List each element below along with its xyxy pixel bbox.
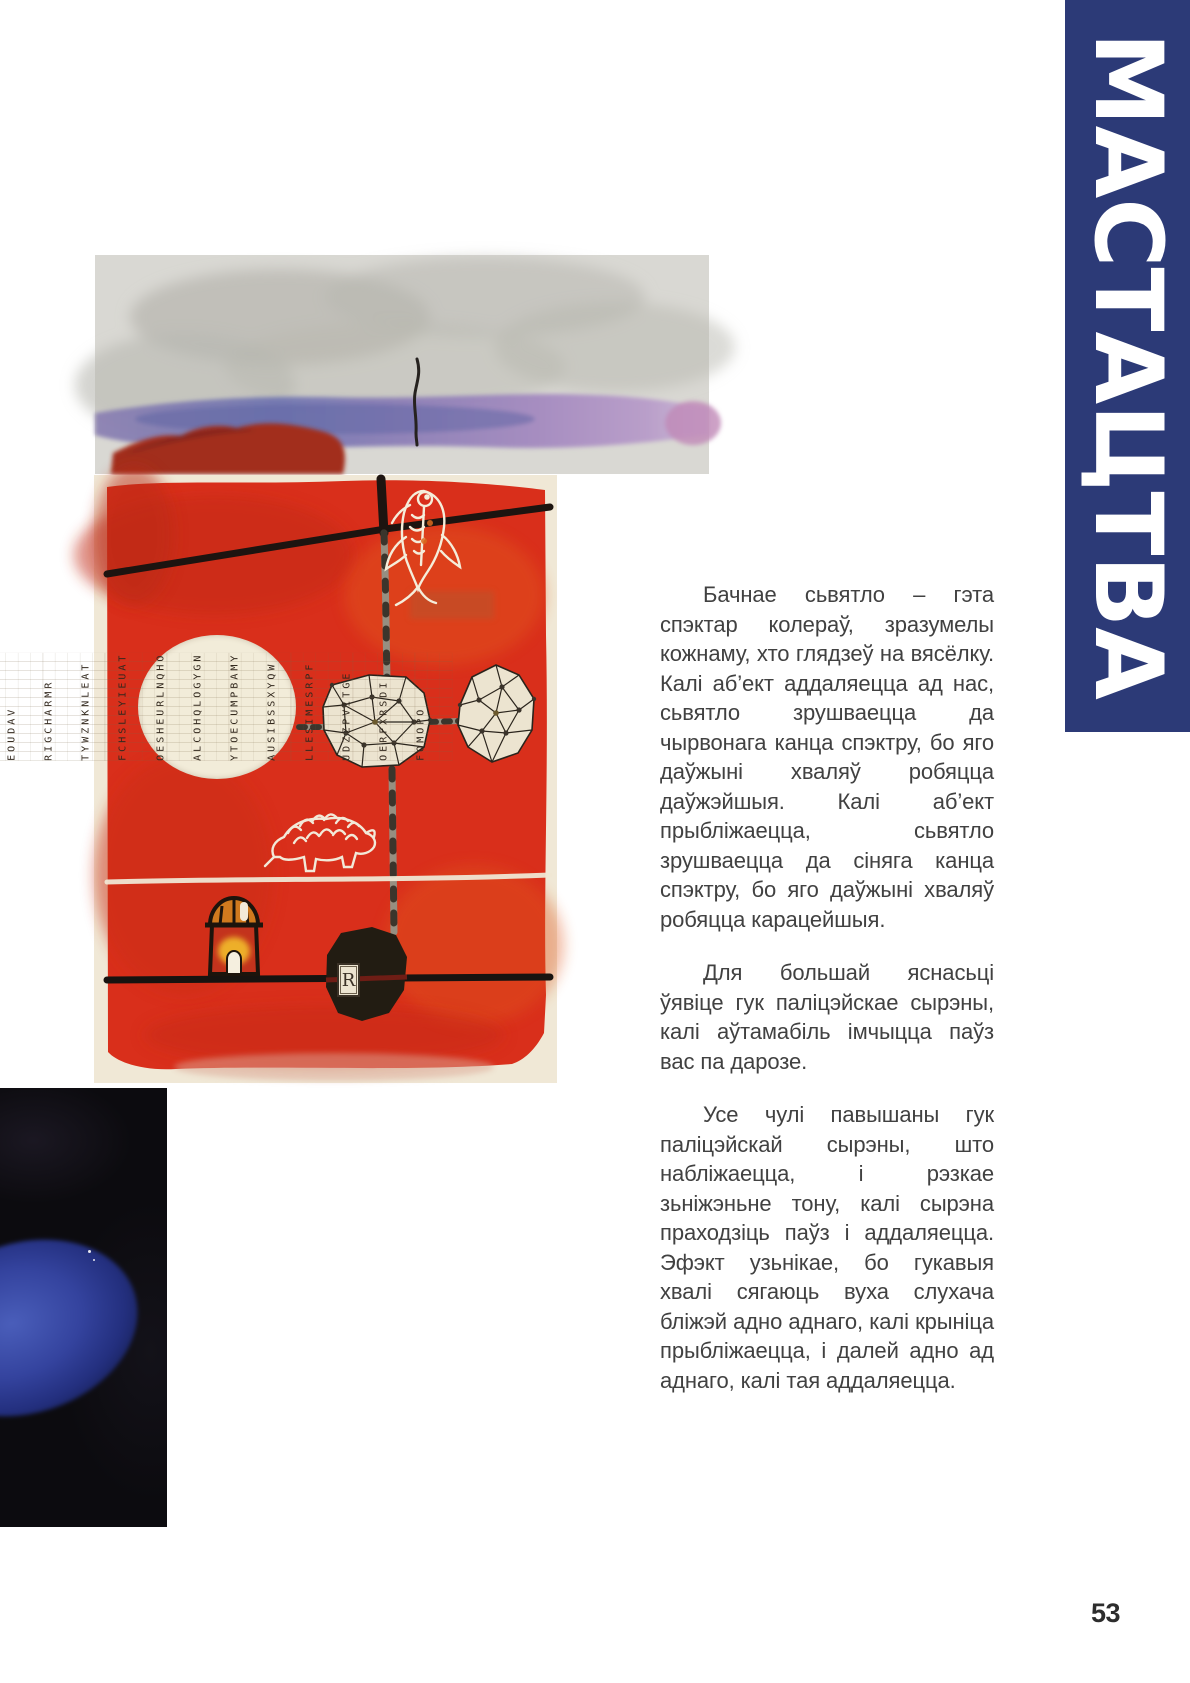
lighthouse-drawing [205, 898, 263, 974]
artwork-red-composition [6, 475, 557, 1083]
letter-row: FCHSLEYIEUAT [117, 652, 129, 762]
letter-row: UDZZPVITGE [341, 670, 353, 762]
white-speck [93, 1259, 95, 1261]
stamp [337, 963, 360, 997]
letter-circle [6, 635, 427, 779]
letter-row: OESHEURLNQHO [154, 652, 166, 762]
letter-grid [0, 653, 453, 761]
section-banner [1065, 0, 1190, 732]
letter-row: EOUDAV [6, 707, 18, 762]
paragraph: Усе чулі павышаны гук паліцэйскай сырэны, што набліжаецца, і рэзкае зьніжэньне тону, калі сырэна праходзіць паўз і аддаляецца. Эфэкт узьнікае, бо гукавыя хвалі сягаюць вуха слухача бліжэй адно аднаго, калі крыніца прыбліжаецца, і далей адно ад аднаго, калі тая аддаляецца. [660, 1102, 994, 1393]
page-number: 53 [1090, 1598, 1120, 1628]
grey-landscape-canvas [95, 255, 709, 474]
letter-row: YTOECUMPBAMY [229, 652, 241, 762]
letter-row: RIGCHARMR [43, 679, 55, 762]
paragraph: Для большай яснасьці ўявіце гук паліцэйскае сырэны, калі аўтамабіль імчыцца паўз вас па дарозе. [660, 960, 994, 1074]
section-title: МАСТАЦТВА [1073, 32, 1182, 700]
article-text [660, 580, 994, 1419]
letter-row: AUSIBSSXYQW [266, 661, 278, 762]
red-composition-canvas [94, 475, 557, 1083]
letter-row: LLESIMESRPF [303, 661, 315, 762]
letter-row: ALCOHQLOGYGN [192, 652, 204, 762]
paragraph: Бачнае сьвятло – гэта спэктар колераў, зразумелы кожнаму, хто глядзеў на вясёлку. Калі аб’ект аддаляецца ад нас, сьвятло зрушваецца да чырвонага канца спэктру, бо яго даўжыні хваляў робяцца даўжэйшыя. Калі аб’ект прыбліжаецца, сьвятло зрушваецца да сіняга канца спэктру, бо яго даўжыні хваляў робяцца карацейшыя. [660, 582, 994, 932]
artwork-grey-landscape [95, 255, 709, 474]
letter-row: OERFXRSDI [378, 679, 390, 762]
letter-row: FOMOPO [415, 707, 427, 762]
letter-row: TYWZNKNLEAT [80, 661, 92, 762]
white-speck [88, 1250, 91, 1253]
artwork-dark-oval [0, 1088, 167, 1527]
stamp-letter: R [340, 966, 357, 994]
